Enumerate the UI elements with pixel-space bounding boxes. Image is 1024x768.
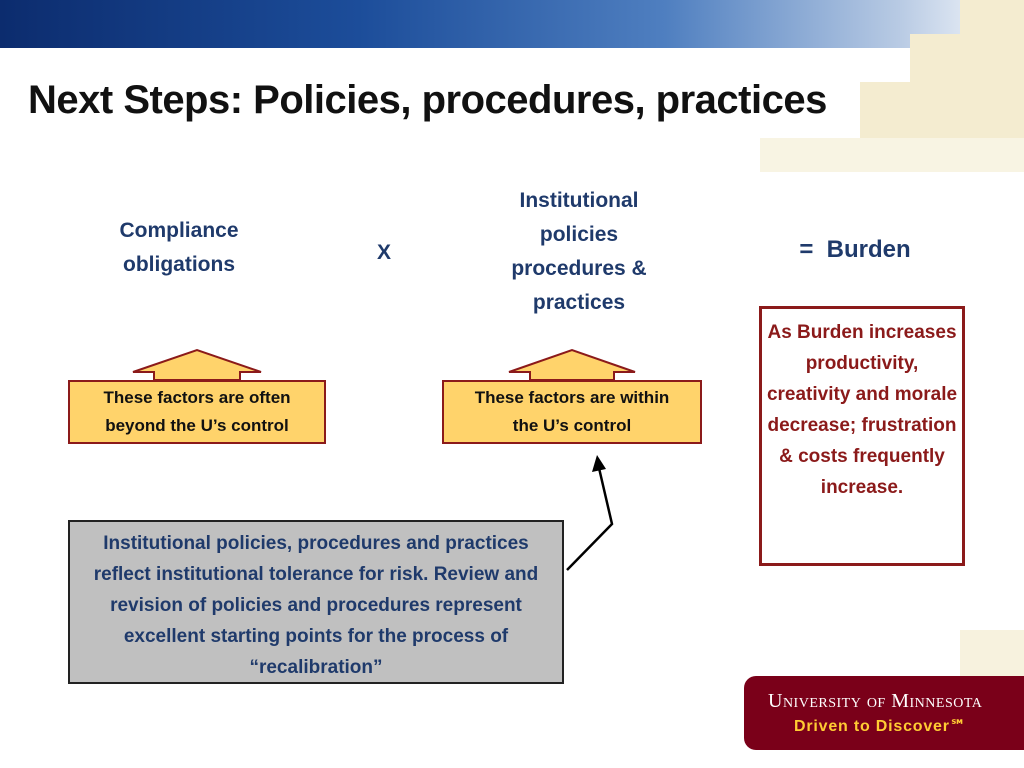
policy-note-box: Institutional policies, procedures and practices reflect institutional tolerance for risk. Review and revision of policies and procedures represent excellent starting points for the process of “recalibration” (68, 520, 564, 684)
burden-label: = Burden (799, 236, 911, 263)
connector-arrow-line (567, 468, 612, 570)
page-title: Next Steps: Policies, procedures, practices (28, 78, 827, 122)
burden-effects-box: As Burden increases productivity, creativity and morale decrease; frustration & costs frequently increase. (759, 306, 965, 566)
beyond-control-callout: These factors are often beyond the U’s control (68, 380, 326, 444)
compliance-obligations-label: Compliance obligations (119, 219, 239, 276)
multiply-sign: X (376, 241, 391, 264)
up-arrow-left (133, 350, 261, 380)
logo-university-name: University of Minnesota (768, 690, 983, 712)
within-control-callout: These factors are within the U’s control (442, 380, 702, 444)
logo-tagline: Driven to Discover℠ (794, 718, 967, 735)
university-logo (744, 676, 1024, 750)
up-arrow-right (509, 350, 635, 380)
institutional-practices-label: Institutional policies procedures & practices (511, 189, 647, 314)
connector-arrowhead (592, 455, 606, 472)
